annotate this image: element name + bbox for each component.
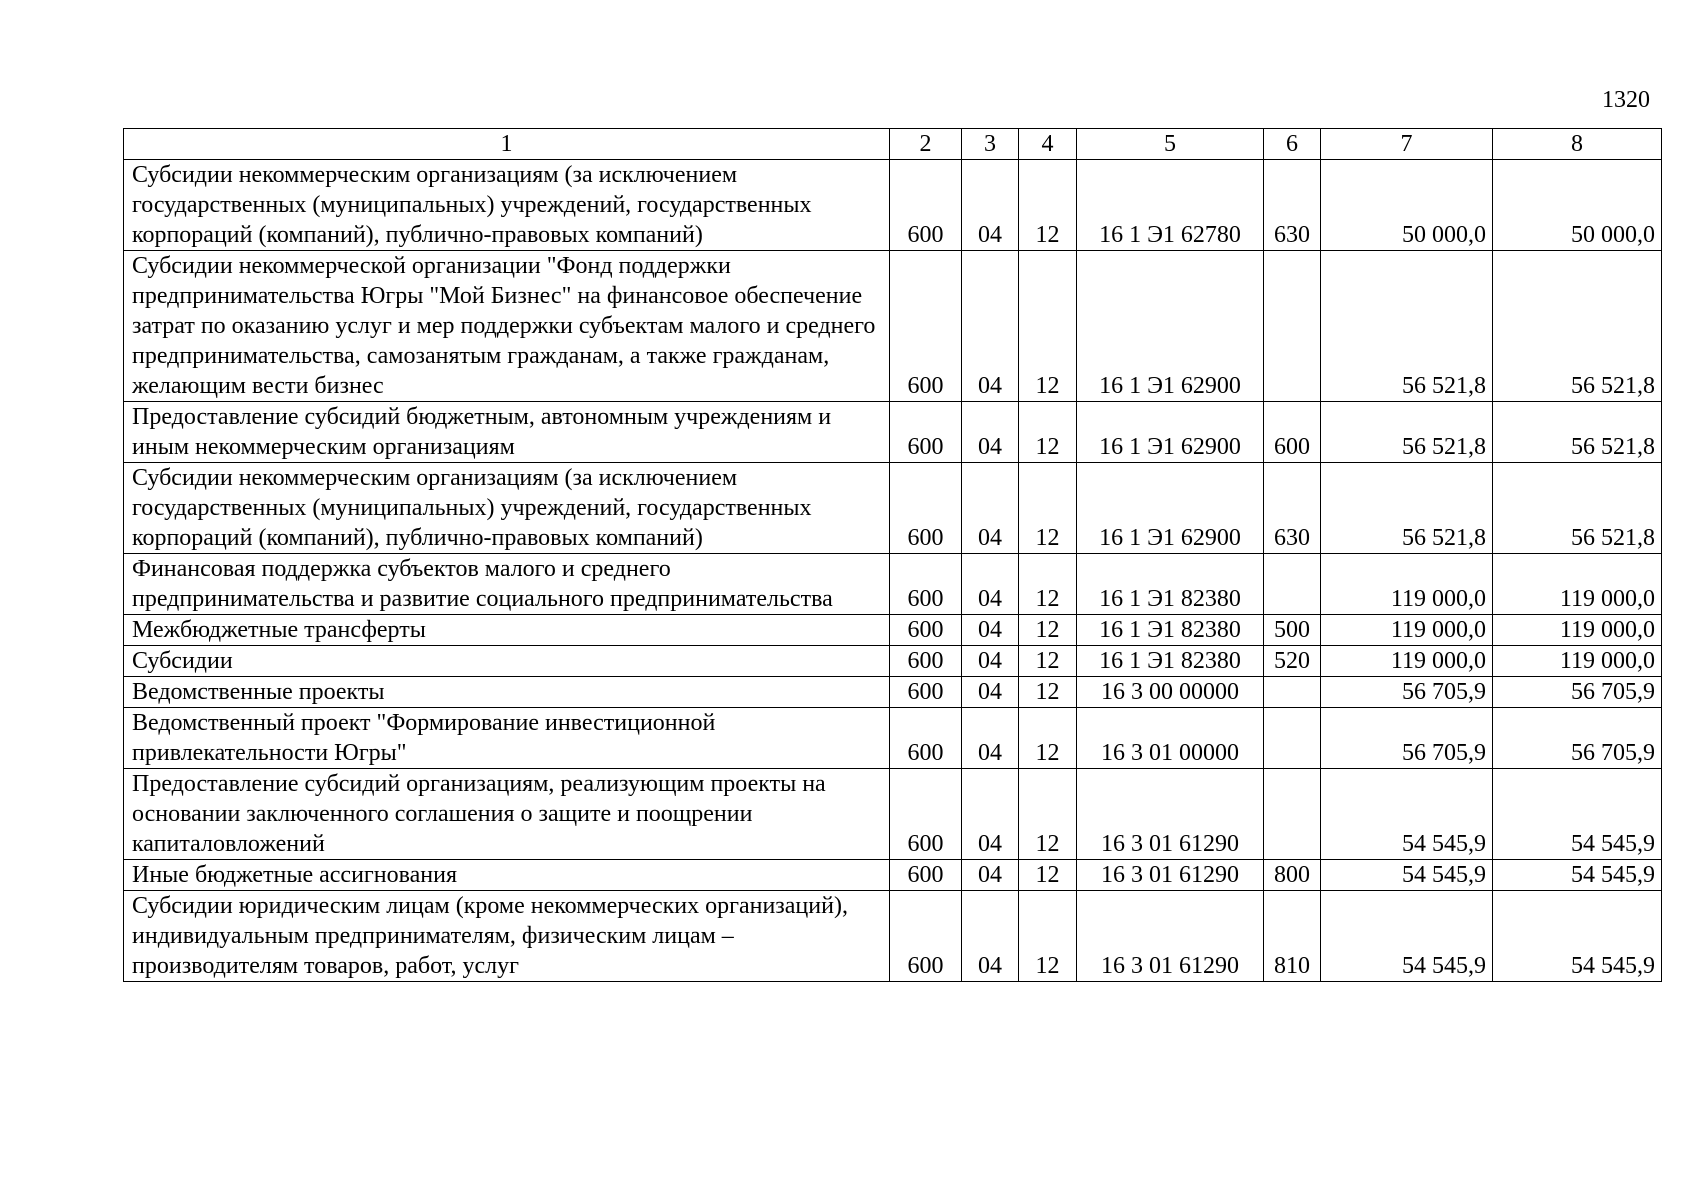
cell-amount-7: 56 705,9 xyxy=(1321,677,1493,708)
cell-code-2: 600 xyxy=(890,554,962,615)
cell-amount-7: 56 705,9 xyxy=(1321,708,1493,769)
cell-amount-8: 56 705,9 xyxy=(1493,677,1662,708)
column-header: 6 xyxy=(1264,129,1321,160)
cell-amount-7: 119 000,0 xyxy=(1321,554,1493,615)
cell-amount-8: 119 000,0 xyxy=(1493,554,1662,615)
cell-code-4: 12 xyxy=(1019,615,1077,646)
cell-code-3: 04 xyxy=(962,646,1019,677)
cell-code-3: 04 xyxy=(962,769,1019,860)
cell-amount-7: 50 000,0 xyxy=(1321,160,1493,251)
cell-code-4: 12 xyxy=(1019,708,1077,769)
cell-target-article: 16 3 01 61290 xyxy=(1077,891,1264,982)
cell-expense-type xyxy=(1264,769,1321,860)
table-row xyxy=(124,615,1662,646)
cell-code-3: 04 xyxy=(962,402,1019,463)
cell-code-2: 600 xyxy=(890,769,962,860)
cell-code-4: 12 xyxy=(1019,769,1077,860)
cell-code-3: 04 xyxy=(962,891,1019,982)
cell-target-article: 16 1 Э1 62780 xyxy=(1077,160,1264,251)
cell-amount-8: 54 545,9 xyxy=(1493,891,1662,982)
cell-amount-8: 54 545,9 xyxy=(1493,769,1662,860)
row-description: Субсидии юридическим лицам (кроме некоммерческих организаций), индивидуальным предпринимателям, физическим лицам – производителям товаров, работ, услуг xyxy=(124,891,890,982)
cell-expense-type xyxy=(1264,677,1321,708)
cell-expense-type: 500 xyxy=(1264,615,1321,646)
cell-code-2: 600 xyxy=(890,860,962,891)
cell-target-article: 16 3 01 61290 xyxy=(1077,860,1264,891)
cell-amount-8: 119 000,0 xyxy=(1493,615,1662,646)
cell-code-4: 12 xyxy=(1019,554,1077,615)
cell-code-4: 12 xyxy=(1019,251,1077,402)
column-header: 7 xyxy=(1321,129,1493,160)
row-description: Финансовая поддержка субъектов малого и среднего предпринимательства и развитие социального предпринимательства xyxy=(124,554,890,615)
cell-code-3: 04 xyxy=(962,160,1019,251)
cell-expense-type: 630 xyxy=(1264,463,1321,554)
cell-expense-type: 800 xyxy=(1264,860,1321,891)
cell-amount-7: 54 545,9 xyxy=(1321,860,1493,891)
cell-code-2: 600 xyxy=(890,463,962,554)
cell-code-3: 04 xyxy=(962,463,1019,554)
cell-code-2: 600 xyxy=(890,677,962,708)
cell-amount-8: 54 545,9 xyxy=(1493,860,1662,891)
cell-expense-type xyxy=(1264,708,1321,769)
cell-target-article: 16 1 Э1 62900 xyxy=(1077,251,1264,402)
table-row xyxy=(124,402,1662,463)
table-row xyxy=(124,769,1662,860)
cell-amount-7: 54 545,9 xyxy=(1321,891,1493,982)
cell-amount-7: 56 521,8 xyxy=(1321,251,1493,402)
row-description: Предоставление субсидий организациям, реализующим проекты на основании заключенного соглашения о защите и поощрении капиталовложений xyxy=(124,769,890,860)
cell-code-3: 04 xyxy=(962,554,1019,615)
cell-code-3: 04 xyxy=(962,677,1019,708)
column-header: 2 xyxy=(890,129,962,160)
cell-code-4: 12 xyxy=(1019,646,1077,677)
row-description: Межбюджетные трансферты xyxy=(124,615,890,646)
column-header: 3 xyxy=(962,129,1019,160)
cell-code-2: 600 xyxy=(890,402,962,463)
cell-expense-type: 810 xyxy=(1264,891,1321,982)
cell-code-4: 12 xyxy=(1019,402,1077,463)
table-row xyxy=(124,251,1662,402)
table-row xyxy=(124,708,1662,769)
cell-code-3: 04 xyxy=(962,708,1019,769)
table-row xyxy=(124,677,1662,708)
cell-amount-8: 56 521,8 xyxy=(1493,463,1662,554)
cell-expense-type: 520 xyxy=(1264,646,1321,677)
table-row xyxy=(124,160,1662,251)
table-row xyxy=(124,554,1662,615)
cell-amount-8: 50 000,0 xyxy=(1493,160,1662,251)
cell-code-3: 04 xyxy=(962,251,1019,402)
row-description: Субсидии некоммерческим организациям (за исключением государственных (муниципальных) учреждений, государственных корпораций (компаний), публично-правовых компаний) xyxy=(124,463,890,554)
cell-code-2: 600 xyxy=(890,251,962,402)
column-header: 8 xyxy=(1493,129,1662,160)
cell-target-article: 16 1 Э1 62900 xyxy=(1077,463,1264,554)
cell-expense-type: 630 xyxy=(1264,160,1321,251)
row-description: Субсидии некоммерческим организациям (за исключением государственных (муниципальных) учреждений, государственных корпораций (компаний), публично-правовых компаний) xyxy=(124,160,890,251)
cell-amount-7: 119 000,0 xyxy=(1321,646,1493,677)
cell-target-article: 16 1 Э1 62900 xyxy=(1077,402,1264,463)
row-description: Субсидии xyxy=(124,646,890,677)
cell-amount-7: 119 000,0 xyxy=(1321,615,1493,646)
cell-target-article: 16 1 Э1 82380 xyxy=(1077,615,1264,646)
cell-target-article: 16 3 01 61290 xyxy=(1077,769,1264,860)
table-row xyxy=(124,463,1662,554)
cell-amount-7: 56 521,8 xyxy=(1321,463,1493,554)
cell-target-article: 16 1 Э1 82380 xyxy=(1077,554,1264,615)
row-description: Ведомственный проект "Формирование инвестиционной привлекательности Югры" xyxy=(124,708,890,769)
cell-target-article: 16 3 00 00000 xyxy=(1077,677,1264,708)
table-row xyxy=(124,646,1662,677)
budget-table xyxy=(123,128,1662,982)
column-header: 1 xyxy=(124,129,890,160)
cell-code-4: 12 xyxy=(1019,860,1077,891)
row-description: Субсидии некоммерческой организации "Фонд поддержки предпринимательства Югры "Мой Бизнес" на финансовое обеспечение затрат по оказанию услуг и мер поддержки субъектам малого и среднего предпринимательства, самозанятым гражданам, а также гражданам, желающим вести бизнес xyxy=(124,251,890,402)
cell-amount-8: 56 521,8 xyxy=(1493,251,1662,402)
cell-target-article: 16 1 Э1 82380 xyxy=(1077,646,1264,677)
table-row xyxy=(124,891,1662,982)
row-description: Иные бюджетные ассигнования xyxy=(124,860,890,891)
cell-target-article: 16 3 01 00000 xyxy=(1077,708,1264,769)
cell-code-2: 600 xyxy=(890,160,962,251)
cell-expense-type xyxy=(1264,251,1321,402)
cell-expense-type: 600 xyxy=(1264,402,1321,463)
cell-code-2: 600 xyxy=(890,615,962,646)
cell-amount-7: 56 521,8 xyxy=(1321,402,1493,463)
column-header: 4 xyxy=(1019,129,1077,160)
cell-amount-8: 119 000,0 xyxy=(1493,646,1662,677)
column-header: 5 xyxy=(1077,129,1264,160)
cell-code-4: 12 xyxy=(1019,677,1077,708)
cell-expense-type xyxy=(1264,554,1321,615)
cell-amount-8: 56 705,9 xyxy=(1493,708,1662,769)
cell-code-2: 600 xyxy=(890,646,962,677)
row-description: Ведомственные проекты xyxy=(124,677,890,708)
table-header-row xyxy=(124,129,1662,160)
cell-code-4: 12 xyxy=(1019,463,1077,554)
row-description: Предоставление субсидий бюджетным, автономным учреждениям и иным некоммерческим организациям xyxy=(124,402,890,463)
cell-amount-8: 56 521,8 xyxy=(1493,402,1662,463)
cell-code-4: 12 xyxy=(1019,891,1077,982)
cell-code-4: 12 xyxy=(1019,160,1077,251)
table-row xyxy=(124,860,1662,891)
cell-code-2: 600 xyxy=(890,708,962,769)
cell-code-3: 04 xyxy=(962,615,1019,646)
cell-code-3: 04 xyxy=(962,860,1019,891)
page-number: 1320 xyxy=(1602,87,1650,113)
cell-amount-7: 54 545,9 xyxy=(1321,769,1493,860)
cell-code-2: 600 xyxy=(890,891,962,982)
